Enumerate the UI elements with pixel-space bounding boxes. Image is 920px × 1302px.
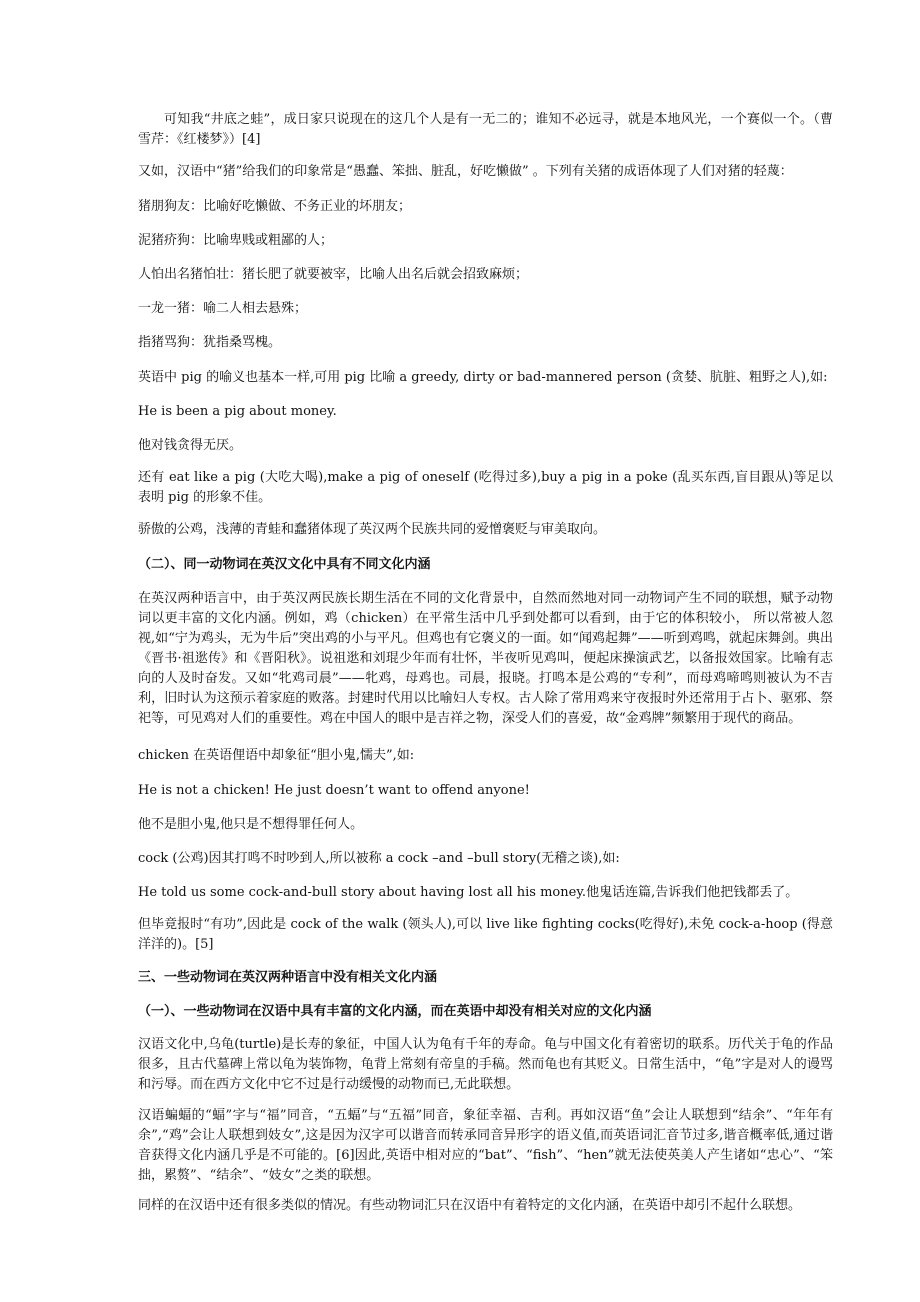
section-heading-2: （二）、同一动物词在英汉文化中具有不同文化内涵 — [138, 557, 431, 572]
paragraph-example-en-1: He is been a pig about money. — [138, 404, 337, 419]
paragraph-idiom-4: 一龙一猪：喻二人相去悬殊； — [138, 301, 308, 316]
paragraph-cock-phrases: 但毕竟报时“有功”,因此是 cock of the walk (领头人),可以 live like fighting cocks(吃得好),未免 cock-a-hoop (得意洋洋的)。[5] — [138, 917, 833, 952]
paragraph-chicken-slang: chicken 在英语俚语中却象征“胆小鬼,懦夫”,如: — [138, 748, 415, 763]
subsection-heading-3-1: （一）、一些动物词在汉语中具有丰富的文化内涵，而在英语中却没有相关对应的文化内涵 — [138, 1004, 652, 1019]
paragraph-homophones: 汉语蝙蝠的“蝠”字与“福”同音，“五蝠”与“五福”同音，象征幸福、吉利。再如汉语“鱼”会让人联想到“结余”、“年年有余”,“鸡”会让人联想到妓女”,这是因为汉字可以谐音而转承同音异形字的语义值,而英语词汇音节过多,谐音概率低,通过谐音获得文化内涵几乎是不可能的。[6]因此,英语中相对应的“bat”、“fish”、“hen”就无法使英美人产生诸如“忠心”、“笨拙，累赘”、“结余”、“妓女”之类的联想。 — [138, 1108, 833, 1183]
paragraph-english-pig: 英语中 pig 的喻义也基本一样,可用 pig 比喻 a greedy, dirty or bad-mannered person (贪婪、肮脏、粗野之人),如: — [138, 370, 828, 385]
paragraph-hongloumeng-quote: 可知我“井底之蛙”，成日家只说现在的这几个人是有一无二的；谁知不必远寻，就是本地风光，一个赛似一个。（曹雪芹：《红楼梦》）[4] — [138, 112, 833, 147]
paragraph-summary: 骄傲的公鸡，浅薄的青蛙和蠢猪体现了英汉两个民族共同的爱憎褒贬与审美取向。 — [138, 522, 607, 537]
paragraph-example-zh-2: 他不是胆小鬼,他只是不想得罪任何人。 — [138, 817, 364, 832]
paragraph-example-en-2: He is not a chicken! He just doesn’t want to offend anyone! — [138, 783, 530, 798]
paragraph-turtle: 汉语文化中,乌龟(turtle)是长寿的象征，中国人认为龟有千年的寿命。龟与中国文化有着密切的联系。历代关于龟的作品很多，且古代墓碑上常以龟为装饰物，龟背上常刻有帝皇的手稿。然而龟也有其贬义。日常生活中，“龟”字是对人的谩骂和污辱。而在西方文化中它不过是行动缓慢的动物而已,无此联想。 — [138, 1037, 833, 1092]
paragraph-idiom-2: 泥猪疥狗：比喻卑贱或粗鄙的人； — [138, 233, 334, 248]
paragraph-example-zh-1: 他对钱贪得无厌。 — [138, 438, 243, 453]
paragraph-pig-intro: 又如，汉语中“猪”给我们的印象常是“愚蠢、笨拙、脏乱，好吃懒做” 。下列有关猪的成语体现了人们对猪的轻蔑： — [138, 164, 793, 179]
paragraph-cock-story: cock (公鸡)因其打鸣不时吵到人,所以被称 a cock –and –bull story(无稽之谈),如: — [138, 851, 620, 866]
paragraph-closing: 同样的在汉语中还有很多类似的情况。有些动物词汇只在汉语中有着特定的文化内涵，在英语中却引不起什么联想。 — [138, 1198, 802, 1213]
paragraph-idiom-1: 猪朋狗友：比喻好吃懒做、不务正业的坏朋友； — [138, 199, 412, 214]
paragraph-example-en-3: He told us some cock-and-bull story about having lost all his money.他鬼话连篇,告诉我们他把钱都丢了。 — [138, 885, 799, 900]
paragraph-pig-phrases: 还有 eat like a pig (大吃大喝),make a pig of oneself (吃得过多),buy a pig in a poke (乱买东西,盲目跟从)等足以表明 pig 的形象不佳。 — [138, 470, 833, 505]
paragraph-idiom-5: 指猪骂狗：犹指桑骂槐。 — [138, 335, 282, 350]
paragraph-chicken-culture: 在英汉两种语言中，由于英汉两民族长期生活在不同的文化背景中，自然而然地对同一动物词产生不同的联想，赋予动物词以更丰富的文化内涵。例如，鸡（chicken）在平常生活中几乎到处都可以看到，由于它的体积较小， 所以常被人忽视,如“宁为鸡头，无为牛后”突出鸡的小与平凡。但鸡也有它褒义的一面。如“闻鸡起舞”——听到鸡鸣，就起床舞剑。典出《晋书·祖逖传》和《晋阳秋》。说祖逖和刘琨少年而有壮怀，半夜听见鸡叫，便起床操演武艺，以备报效国家。比喻有志向的人及时奋发。又如“牝鸡司晨”——牝鸡，母鸡也。司晨，报晓。打鸣本是公鸡的“专利”，而母鸡啼鸣则被认为不吉利，旧时认为这预示着家庭的败落。封建时代用以比喻妇人专权。古人除了常用鸡来守夜报时外还常用于占卜、驱邪、祭祀等，可见鸡对人们的重要性。鸡在中国人的眼中是吉祥之物，深受人们的喜爱，故“金鸡牌”频繁用于现代的商品。 — [138, 591, 833, 726]
paragraph-idiom-3: 人怕出名猪怕壮：猪长肥了就要被宰，比喻人出名后就会招致麻烦； — [138, 267, 529, 282]
section-heading-3: 三、一些动物词在英汉两种语言中没有相关文化内涵 — [138, 970, 438, 985]
